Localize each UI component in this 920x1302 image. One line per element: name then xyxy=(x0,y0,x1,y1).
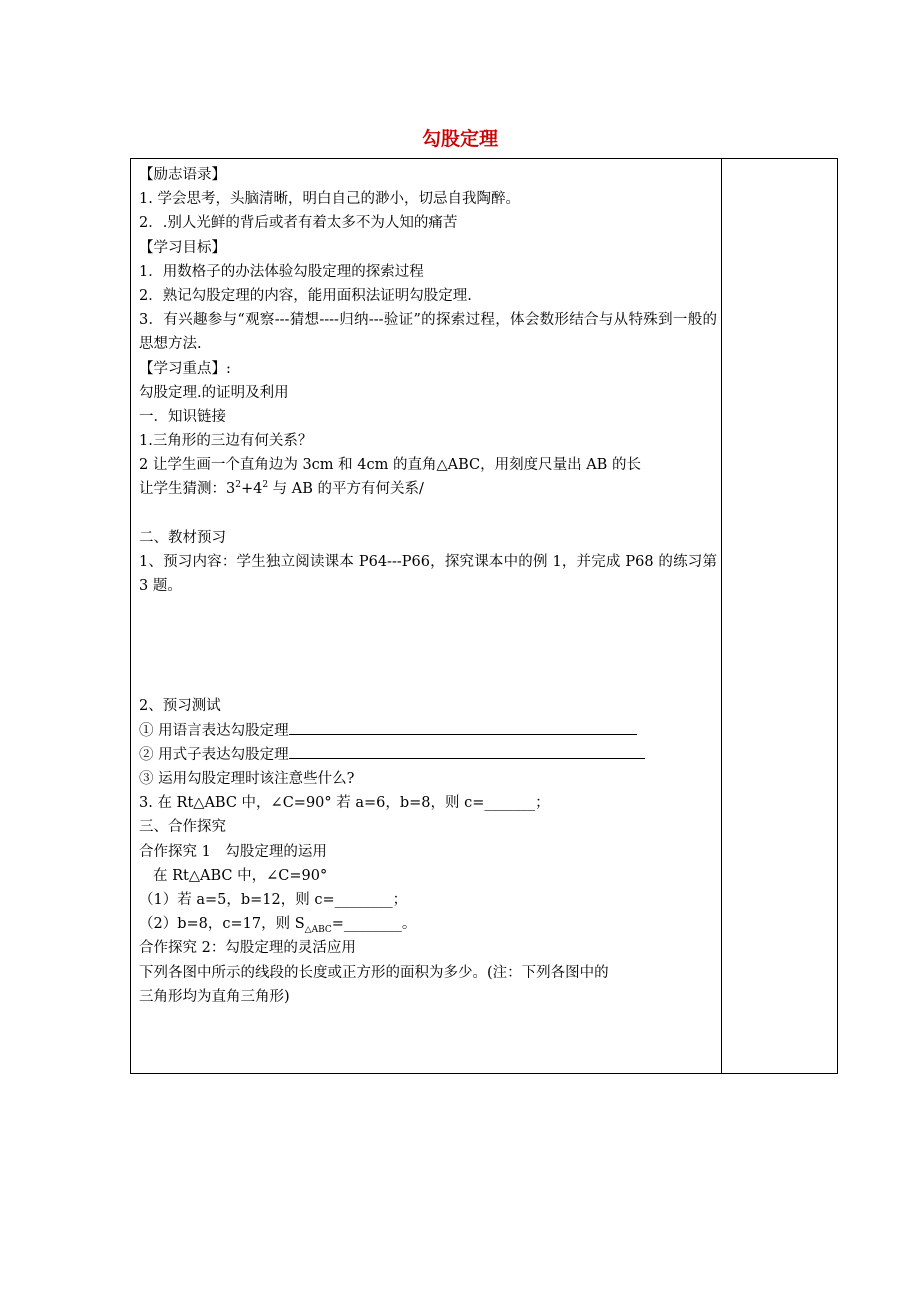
test-item-2-label: ② 用式子表达勾股定理 xyxy=(139,746,289,763)
coop2-text-1: 下列各图中所示的线段的长度或正方形的面积为多少。(注：下列各图中的 xyxy=(139,964,609,981)
exponent: 2 xyxy=(235,480,241,491)
answer-blank xyxy=(289,719,637,735)
focus-text: 勾股定理.的证明及利用 xyxy=(139,384,289,401)
coop1-title: 合作探究 1 勾股定理的运用 xyxy=(139,843,327,860)
test-item-4: 3. 在 Rt△ABC 中，∠C=90° 若 a=6，b=8，则 c=_______； xyxy=(139,795,550,812)
column-divider xyxy=(721,159,722,1073)
goals-header: 【学习目标】 xyxy=(139,239,226,256)
exponent: 2 xyxy=(262,480,269,491)
coop1-question-2 xyxy=(139,912,717,936)
goal-item-3: 3．有兴趣参与“观察---猜想----归纳---验证”的探索过程，体会数形结合与从特殊到一般的思想方法. xyxy=(139,312,717,353)
test-item-1-label: ① 用语言表达勾股定理 xyxy=(139,722,289,739)
goal-item-2: 2．熟记勾股定理的内容，能用面积法证明勾股定理. xyxy=(139,287,472,304)
coop1-given: 在 Rt△ABC 中，∠C=90° xyxy=(153,867,328,884)
goal-item-1: 1．用数格子的办法体验勾股定理的探索过程 xyxy=(139,263,424,280)
coop2-title: 合作探究 2：勾股定理的灵活应用 xyxy=(139,940,356,957)
document-title: 勾股定理 xyxy=(421,128,498,150)
question-2: 2 让学生画一个直角边为 3cm 和 4cm 的直角△ABC，用刻度尺量出 AB 的长 xyxy=(139,457,641,474)
question-3-mid: +4 xyxy=(240,481,263,498)
coop1-q2-prefix: （2）b=8，c=17，则 S xyxy=(139,916,305,933)
question-3-suffix: 与 AB 的平方有何关系/ xyxy=(268,481,424,498)
focus-header: 【学习重点】: xyxy=(139,360,231,377)
subscript: △ABC xyxy=(304,925,332,936)
motto-item-2: 2．.别人光鲜的背后或者有着太多不为人知的痛苦 xyxy=(139,215,458,232)
part3-header: 三、合作探究 xyxy=(139,819,226,836)
worksheet-table xyxy=(130,158,838,1074)
part1-header: 一．知识链接 xyxy=(139,408,226,425)
coop1-question-1: （1）若 a=5，b=12，则 c=________； xyxy=(139,891,408,908)
coop1-q2-suffix: =________。 xyxy=(331,916,417,933)
test-item-1 xyxy=(139,719,717,743)
test-item-3: ③ 运用勾股定理时该注意些什么? xyxy=(139,771,355,787)
answer-blank xyxy=(289,743,645,759)
preview-test-header: 2、预习测试 xyxy=(139,698,221,715)
part2-header: 二、教材预习 xyxy=(139,529,226,546)
question-1: 1.三角形的三边有何关系？ xyxy=(139,433,313,450)
coop2-text-2: 三角形均为直角三角形) xyxy=(139,988,290,1005)
preview-content: 1、预习内容：学生独立阅读课本 P64---P66，探究课本中的例 1，并完成 P68 的练习第 3 题。 xyxy=(139,554,717,595)
main-column xyxy=(139,163,717,1009)
question-3-prefix: 让学生猜测：3 xyxy=(139,481,236,498)
question-3 xyxy=(139,477,717,501)
test-item-2 xyxy=(139,743,717,767)
motto-item-1: 1. 学会思考，头脑清晰，明白自己的渺小，切忌自我陶醉。 xyxy=(139,191,520,208)
spacer xyxy=(139,502,717,526)
spacer xyxy=(139,598,717,694)
motto-header: 【励志语录】 xyxy=(139,167,226,183)
